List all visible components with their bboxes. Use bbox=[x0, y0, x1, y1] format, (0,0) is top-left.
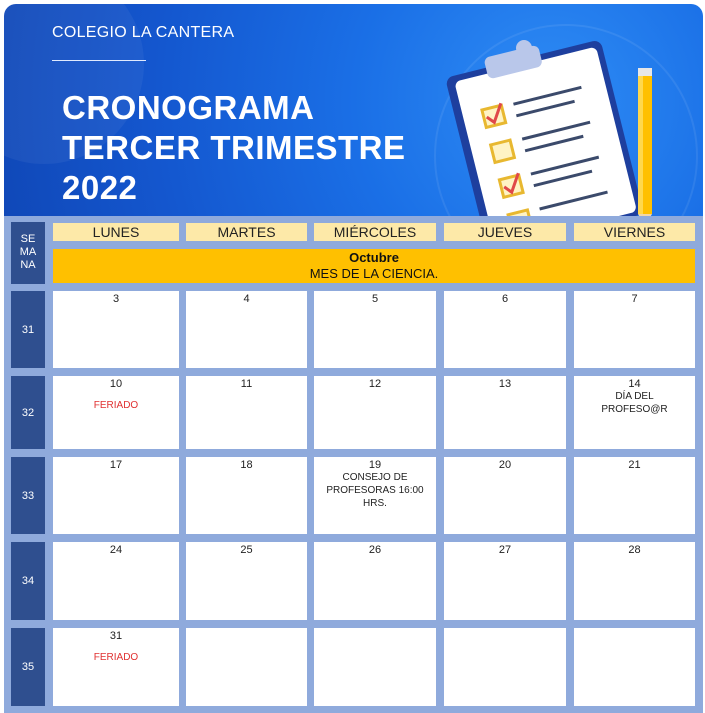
day-cell bbox=[444, 457, 566, 534]
month-name: Octubre bbox=[349, 250, 399, 265]
event-note: DÍA DEL bbox=[615, 391, 654, 402]
day-header-jueves: JUEVES bbox=[444, 223, 566, 241]
day-number bbox=[444, 628, 566, 630]
day-number: 4 bbox=[243, 293, 250, 305]
day-number: 24 bbox=[109, 544, 123, 556]
title-line-2: TERCER TRIMESTRE bbox=[62, 129, 406, 166]
day-number: 14 bbox=[628, 378, 641, 390]
day-number: 18 bbox=[240, 459, 253, 471]
clipboard-checklist-icon bbox=[445, 39, 644, 218]
day-number: 6 bbox=[501, 293, 509, 305]
day-cell bbox=[53, 376, 179, 449]
day-number: 19 bbox=[368, 459, 382, 471]
day-cell bbox=[314, 291, 436, 368]
school-underline bbox=[52, 60, 146, 61]
day-cell bbox=[186, 376, 307, 449]
day-cell bbox=[574, 291, 695, 368]
day-number bbox=[314, 628, 436, 630]
day-cell bbox=[574, 376, 695, 449]
day-cell bbox=[314, 457, 436, 534]
day-header-viernes: VIERNES bbox=[574, 223, 695, 241]
event-note: PROFESO@R bbox=[601, 404, 668, 415]
day-header-miercoles: MIÉRCOLES bbox=[314, 223, 436, 241]
day-cell bbox=[186, 542, 307, 620]
day-cell bbox=[186, 457, 307, 534]
day-cell bbox=[444, 542, 566, 620]
day-cell bbox=[444, 376, 566, 449]
week-number: 35 bbox=[11, 628, 45, 706]
day-cell bbox=[444, 291, 566, 368]
title-line-3: 2022 bbox=[62, 169, 138, 206]
day-number: 27 bbox=[498, 544, 512, 556]
day-number: 11 bbox=[240, 378, 253, 390]
day-number: 7 bbox=[631, 293, 638, 305]
week-number: 32 bbox=[11, 376, 45, 449]
day-number: 28 bbox=[628, 544, 641, 556]
day-number: 26 bbox=[368, 544, 382, 556]
event-note: PROFESORAS 16:00 bbox=[326, 485, 424, 496]
day-cell bbox=[314, 628, 436, 706]
day-cell bbox=[444, 628, 566, 706]
title-line-1: CRONOGRAMA bbox=[62, 89, 315, 126]
event-note: CONSEJO DE bbox=[342, 472, 408, 483]
day-header-martes: MARTES bbox=[186, 223, 307, 241]
page-title bbox=[62, 88, 406, 208]
day-cell bbox=[53, 542, 179, 620]
week-number: 34 bbox=[11, 542, 45, 620]
holiday-label: FERIADO bbox=[93, 652, 139, 663]
day-cell bbox=[186, 628, 307, 706]
day-number: 20 bbox=[498, 459, 512, 471]
week-column-header: SE MA NA bbox=[11, 222, 45, 284]
day-header-lunes: LUNES bbox=[53, 223, 179, 241]
day-number: 13 bbox=[498, 378, 512, 390]
month-banner bbox=[53, 249, 695, 283]
pencil-icon bbox=[638, 68, 652, 218]
day-number bbox=[186, 628, 307, 630]
day-number: 21 bbox=[628, 459, 641, 471]
month-theme: MES DE LA CIENCIA. bbox=[309, 266, 439, 281]
day-cell bbox=[574, 628, 695, 706]
day-cell bbox=[574, 457, 695, 534]
day-cell bbox=[314, 376, 436, 449]
day-number: 12 bbox=[368, 378, 382, 390]
day-cell bbox=[186, 291, 307, 368]
day-cell bbox=[53, 291, 179, 368]
day-number: 10 bbox=[109, 378, 123, 390]
day-number: 31 bbox=[109, 630, 123, 642]
header-banner bbox=[4, 4, 703, 218]
day-cell bbox=[53, 628, 179, 706]
day-cell bbox=[53, 457, 179, 534]
day-number: 25 bbox=[240, 544, 253, 556]
school-name: COLEGIO LA CANTERA bbox=[52, 24, 235, 41]
event-note: HRS. bbox=[363, 498, 387, 509]
clipboard-illustration bbox=[444, 34, 674, 218]
day-number: 3 bbox=[112, 293, 120, 305]
holiday-label: FERIADO bbox=[93, 400, 139, 411]
day-cell bbox=[314, 542, 436, 620]
week-number: 31 bbox=[11, 291, 45, 368]
day-number: 5 bbox=[371, 293, 379, 305]
day-number: 17 bbox=[109, 459, 123, 471]
day-cell bbox=[574, 542, 695, 620]
day-number bbox=[574, 628, 695, 630]
week-number: 33 bbox=[11, 457, 45, 534]
